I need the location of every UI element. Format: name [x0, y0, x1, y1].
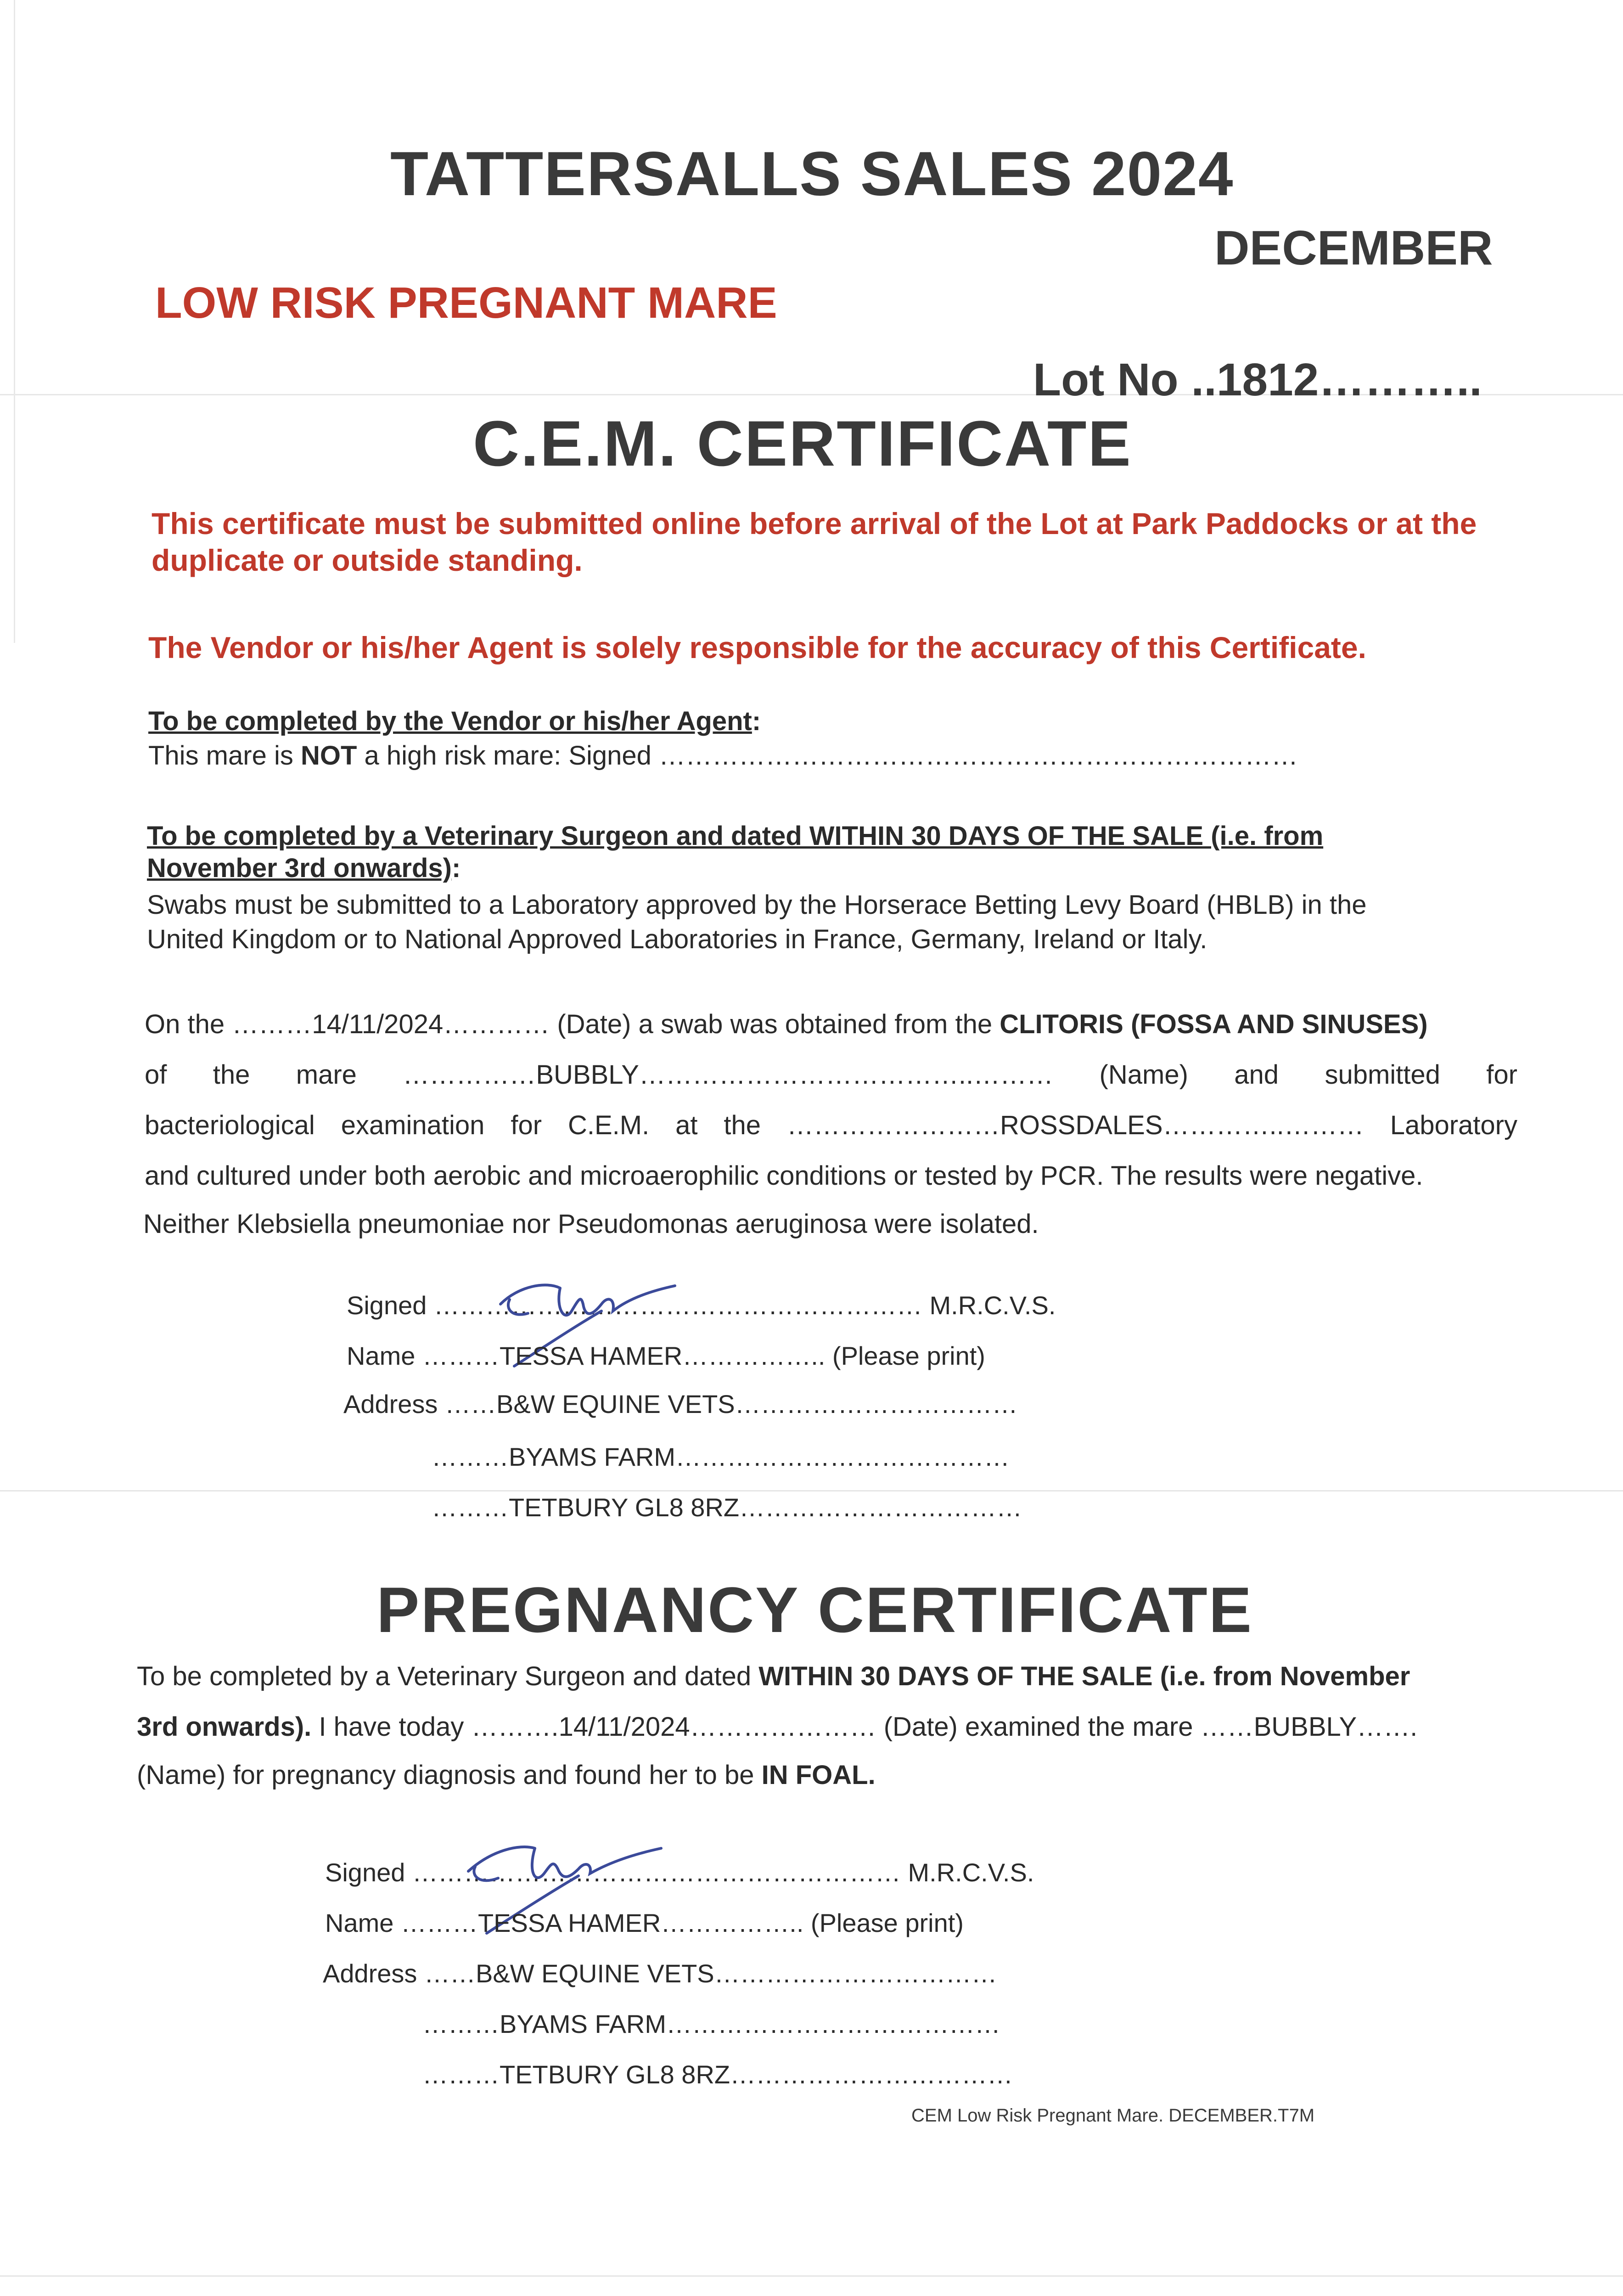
risk-category: LOW RISK PREGNANT MARE	[155, 278, 777, 327]
sale-month: DECEMBER	[1214, 221, 1493, 275]
swab-date-line: On the ………14/11/2024………… (Date) a swab was obtained from the CLITORIS (FOSSA AND SINUSES)	[145, 1009, 1428, 1039]
pregnancy-vet-address-line-1: Address ……B&W EQUINE VETS……………………………	[323, 1959, 997, 1988]
responsibility-notice: The Vendor or his/her Agent is solely responsible for the accuracy of this Certificate.	[148, 630, 1366, 664]
pregnancy-signed-line: Signed ………………………………………………… M.R.C.V.S.	[325, 1858, 1034, 1887]
pregnancy-vet-name-line: Name ………TESSA HAMER…………….. (Please print)	[325, 1908, 964, 1937]
isolation-result-line: Neither Klebsiella pneumoniae nor Pseudomonas aeruginosa were isolated.	[143, 1209, 1039, 1239]
form-reference-footer: CEM Low Risk Pregnant Mare. DECEMBER.T7M	[911, 2105, 1315, 2126]
cem-vet-address-line-3: ………TETBURY GL8 8RZ……………………………	[432, 1493, 1022, 1522]
mare-name-line: of the mare ……………BUBBLY………………………………..……… (Name) and submitted for	[145, 1060, 1517, 1090]
document-title: TATTERSALLS SALES 2024	[390, 139, 1234, 208]
pregnancy-line-2: 3rd onwards). I have today ……….14/11/2024………………… (Date) examined the mare ……BUBBLY…….	[137, 1712, 1418, 1742]
vendor-declaration: This mare is NOT a high risk mare: Signed ………………………………………………………………	[148, 741, 1298, 771]
laboratory-line: bacteriological examination for C.E.M. at the ……………………ROSSDALES…………..……… Laboratory	[145, 1110, 1517, 1140]
vet-section-heading: To be completed by a Veterinary Surgeon and dated WITHIN 30 DAYS OF THE SALE (i.e. from	[147, 821, 1324, 851]
pregnancy-vet-address-line-3: ………TETBURY GL8 8RZ……………………………	[422, 2060, 1013, 2089]
pregnancy-line-1: To be completed by a Veterinary Surgeon and dated WITHIN 30 DAYS OF THE SALE (i.e. from November	[137, 1661, 1410, 1691]
cem-vet-address-line-2: ………BYAMS FARM…………………………………	[432, 1442, 1010, 1471]
scan-edge-line	[0, 2275, 1623, 2277]
cem-vet-name-line: Name ………TESSA HAMER…………….. (Please print)	[347, 1341, 985, 1370]
lot-number: Lot No ..1812………..	[1033, 354, 1482, 405]
cem-certificate-title: C.E.M. CERTIFICATE	[473, 407, 1132, 479]
pregnancy-vet-address-line-2: ………BYAMS FARM…………………………………	[422, 2009, 1001, 2038]
cem-signed-line: Signed ………………………………………………… M.R.C.V.S.	[347, 1291, 1056, 1320]
pregnancy-certificate-title: PREGNANCY CERTIFICATE	[376, 1574, 1253, 1646]
cem-vet-address-line-1: Address ……B&W EQUINE VETS……………………………	[343, 1390, 1018, 1418]
swab-instructions-cont: United Kingdom or to National Approved Laboratories in France, Germany, Ireland or Italy.	[147, 924, 1207, 954]
vendor-section-heading: To be completed by the Vendor or his/her Agent:	[148, 706, 761, 736]
culture-result-line: and cultured under both aerobic and microaerophilic conditions or tested by PCR. The results were negative.	[145, 1161, 1423, 1191]
submission-notice: This certificate must be submitted online before arrival of the Lot at Park Paddocks or at the duplicate or outside standing.	[152, 506, 1477, 577]
vet-section-heading-cont: November 3rd onwards):	[147, 853, 461, 883]
swab-instructions: Swabs must be submitted to a Laboratory approved by the Horserace Betting Levy Board (HBLB) in the	[147, 890, 1367, 920]
scan-edge-line	[14, 0, 15, 643]
scan-fold-line	[0, 1490, 1623, 1491]
pregnancy-line-3: (Name) for pregnancy diagnosis and found her to be IN FOAL.	[137, 1760, 876, 1790]
